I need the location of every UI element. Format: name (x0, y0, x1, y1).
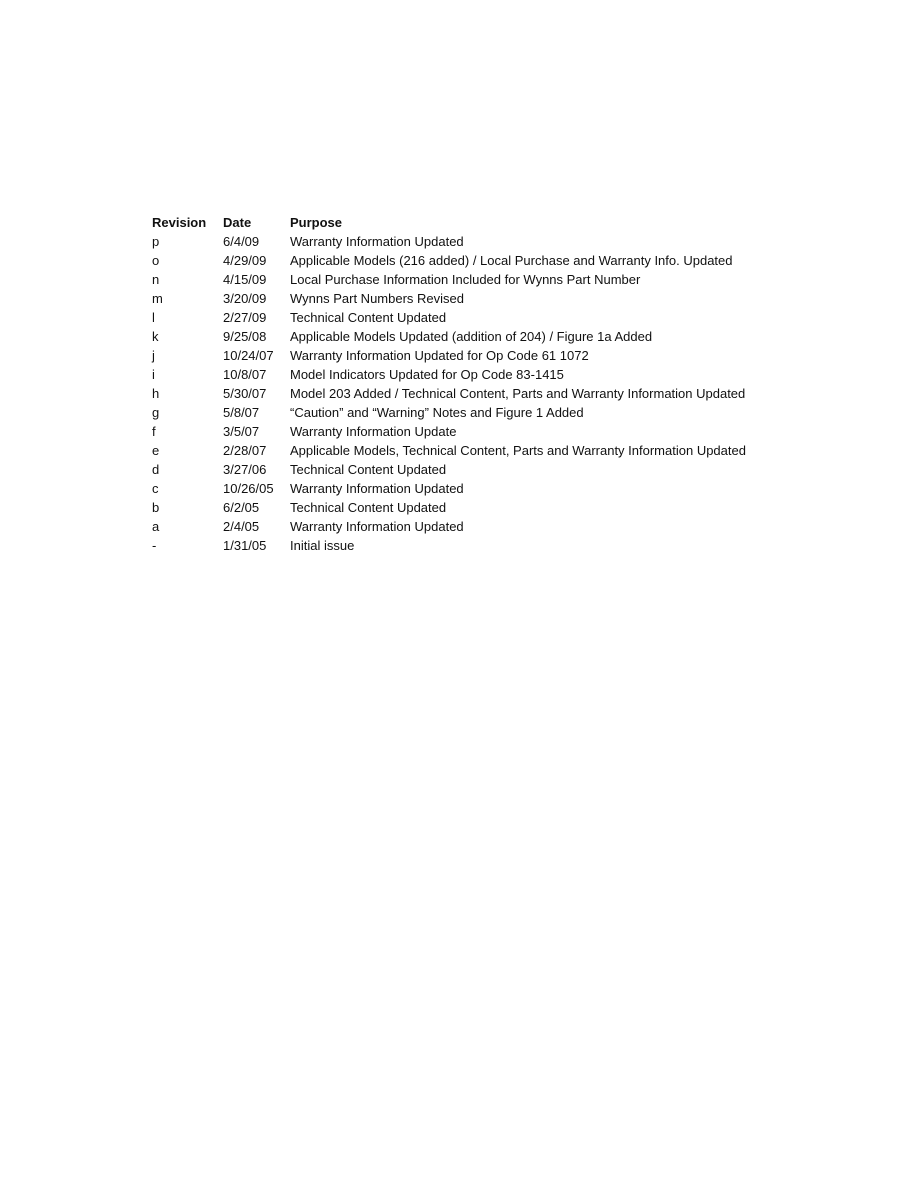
date-cell: 2/4/05 (223, 519, 260, 534)
table-row (152, 327, 790, 346)
revision-cell: k (152, 329, 159, 344)
date-cell: 5/30/07 (223, 386, 267, 401)
table-row (152, 441, 790, 460)
date-cell: 4/29/09 (223, 253, 267, 268)
purpose-cell: Model Indicators Updated for Op Code 83-1415 (290, 367, 564, 382)
table-row (152, 498, 790, 517)
table-body (152, 232, 790, 555)
purpose-cell: Model 203 Added / Technical Content, Parts and Warranty Information Updated (290, 386, 746, 401)
table-row (152, 232, 790, 251)
table-row (152, 346, 790, 365)
revision-cell: n (152, 272, 160, 287)
date-cell: 10/26/05 (223, 481, 274, 496)
revision-cell: i (152, 367, 155, 382)
revision-column-header: Revision (152, 215, 207, 230)
purpose-cell: Technical Content Updated (290, 500, 447, 515)
date-column-header: Date (223, 215, 252, 230)
table-row (152, 479, 790, 498)
purpose-column-header: Purpose (290, 215, 343, 230)
revision-cell: p (152, 234, 160, 249)
purpose-cell: Applicable Models Updated (addition of 204) / Figure 1a Added (290, 329, 653, 344)
purpose-cell: Warranty Information Updated (290, 519, 464, 534)
purpose-cell: Technical Content Updated (290, 310, 447, 325)
date-cell: 4/15/09 (223, 272, 267, 287)
date-cell: 1/31/05 (223, 538, 267, 553)
date-cell: 2/28/07 (223, 443, 267, 458)
date-cell: 3/20/09 (223, 291, 267, 306)
purpose-cell: Wynns Part Numbers Revised (290, 291, 464, 306)
purpose-cell: “Caution” and “Warning” Notes and Figure 1 Added (290, 405, 584, 420)
purpose-cell: Local Purchase Information Included for Wynns Part Number (290, 272, 641, 287)
revision-cell: l (152, 310, 155, 325)
table-row (152, 251, 790, 270)
table-row (152, 365, 790, 384)
revision-cell: b (152, 500, 160, 515)
revision-cell: m (152, 291, 163, 306)
table-header (152, 213, 790, 232)
date-cell: 3/27/06 (223, 462, 267, 477)
revision-cell: - (152, 538, 157, 553)
table-row (152, 270, 790, 289)
date-cell: 2/27/09 (223, 310, 267, 325)
purpose-cell: Warranty Information Update (290, 424, 457, 439)
date-cell: 5/8/07 (223, 405, 260, 420)
revision-cell: j (152, 348, 155, 363)
table-row (152, 536, 790, 555)
purpose-cell: Technical Content Updated (290, 462, 447, 477)
date-cell: 9/25/08 (223, 329, 267, 344)
table-row (152, 422, 790, 441)
revision-cell: h (152, 386, 160, 401)
revision-cell: d (152, 462, 160, 477)
purpose-cell: Initial issue (290, 538, 355, 553)
purpose-cell: Warranty Information Updated for Op Code 61 1072 (290, 348, 589, 363)
date-cell: 10/8/07 (223, 367, 267, 382)
revision-cell: f (152, 424, 156, 439)
purpose-cell: Applicable Models (216 added) / Local Purchase and Warranty Info. Updated (290, 253, 733, 268)
revision-cell: e (152, 443, 160, 458)
table-row (152, 517, 790, 536)
table-row (152, 289, 790, 308)
revision-cell: c (152, 481, 159, 496)
revision-history-table (152, 213, 790, 555)
table-row (152, 308, 790, 327)
date-cell: 3/5/07 (223, 424, 260, 439)
purpose-cell: Applicable Models, Technical Content, Parts and Warranty Information Updated (290, 443, 746, 458)
table-row (152, 403, 790, 422)
table-row (152, 460, 790, 479)
date-cell: 6/2/05 (223, 500, 260, 515)
date-cell: 6/4/09 (223, 234, 260, 249)
table-row (152, 384, 790, 403)
purpose-cell: Warranty Information Updated (290, 481, 464, 496)
date-cell: 10/24/07 (223, 348, 274, 363)
revision-cell: g (152, 405, 160, 420)
revision-cell: o (152, 253, 160, 268)
header-row (152, 213, 790, 232)
purpose-cell: Warranty Information Updated (290, 234, 464, 249)
revision-cell: a (152, 519, 160, 534)
